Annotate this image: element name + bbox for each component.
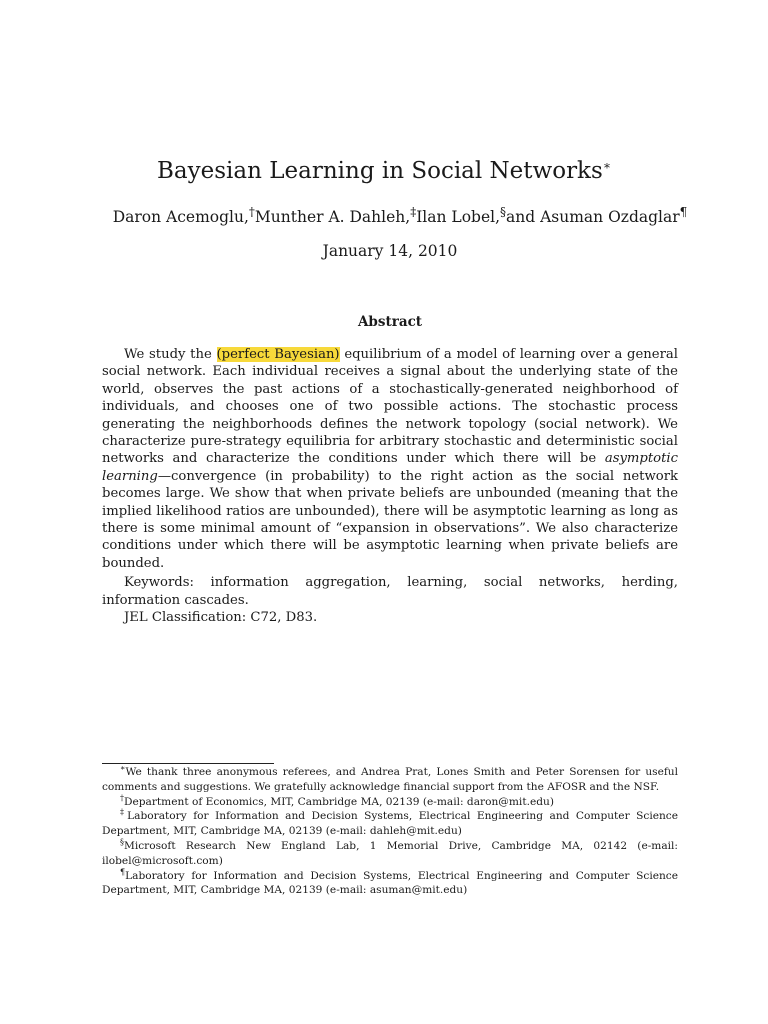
footnote-text: Laboratory for Information and Decision Systems, Electrical Engineering and Computer Science Department, MIT, Cambridge MA, 02139 (e-mail: dahleh@mit.edu) [102, 810, 679, 838]
author-footnote-mark[interactable]: † [248, 204, 255, 219]
author-name: Daron Acemoglu, [112, 208, 249, 226]
paper-title [0, 156, 768, 186]
keywords: Keywords: information aggregation, learning, social networks, herding, information cascades. [102, 575, 678, 608]
abstract-text: equilibrium of a model of learning over a general social network. Each individual receives a signal about the underlying state of the world, observes the past actions of a stochastically-generated neighborhood of individuals, and chooses one of two possible actions. The stochastic process generating the neighborhoods defines the network topology (social network). We characterize pure-strategy equilibria for arbitrary stochastic and deterministic social networks and characterize the conditions under which there will be [102, 347, 678, 467]
title-text: Bayesian Learning in Social Networks [157, 158, 603, 184]
footnote-mark: † [120, 793, 124, 803]
title-footnote-mark[interactable]: ∗ [602, 158, 611, 173]
highlighted-text[interactable]: (perfect Bayesian) [216, 347, 340, 362]
abstract-text: We study the [124, 347, 217, 362]
footnote [102, 795, 678, 810]
footnote-mark: ∗ [120, 763, 126, 773]
footnote-mark: ‡ [120, 807, 128, 817]
abstract-paragraph [102, 346, 678, 572]
author-list [0, 206, 768, 228]
abstract-text: —convergence (in probability) to the right action as the social network becomes large. We show that when private beliefs are unbounded (meaning that the implied likelihood ratios are unbounded), there will be asymptotic learning as long as there is some minimal amount of “expansion in observations”. We also characterize conditions under which there will be asymptotic learning when private beliefs are bounded. [102, 468, 678, 571]
author-name: Munther A. Dahleh, [254, 208, 411, 226]
footnote-rule [102, 763, 274, 764]
footnote [102, 869, 678, 899]
author-footnote-mark[interactable]: ‡ [410, 204, 417, 219]
footnote [102, 765, 678, 795]
author-footnote-mark[interactable]: § [500, 204, 507, 219]
abstract-heading: Abstract [357, 314, 423, 330]
abstract-body [102, 346, 678, 627]
author-name: Ilan Lobel, [416, 208, 501, 226]
footnote-text: We thank three anonymous referees, and Andrea Prat, Lones Smith and Peter Sorensen for useful comments and suggestions. We gratefully acknowledge financial support from the AFOSR and the NSF. [102, 766, 678, 793]
author-footnote-mark[interactable]: ¶ [679, 204, 688, 219]
emphasized-term: asymptotic learning [102, 451, 678, 484]
footnote-text: Laboratory for Information and Decision Systems, Electrical Engineering and Computer Science Department, MIT, Cambridge MA, 02139 (e-mail: asuman@mit.edu) [102, 869, 678, 897]
footnote-mark: ¶ [120, 867, 126, 877]
paper-date: January 14, 2010 [322, 242, 458, 260]
footnote [102, 839, 678, 869]
footnote [102, 809, 678, 839]
jel-classification: JEL Classification: C72, D83. [124, 610, 318, 626]
footnote-text: Microsoft Research New England Lab, 1 Memorial Drive, Cambridge MA, 02142 (e-mail: ilobel@microsoft.com) [102, 839, 678, 867]
footnote-text: Department of Economics, MIT, Cambridge MA, 02139 (e-mail: daron@mit.edu) [124, 795, 554, 808]
footnotes [102, 765, 678, 898]
author-name: and Asuman Ozdaglar [506, 208, 680, 226]
footnote-mark: § [120, 837, 124, 847]
